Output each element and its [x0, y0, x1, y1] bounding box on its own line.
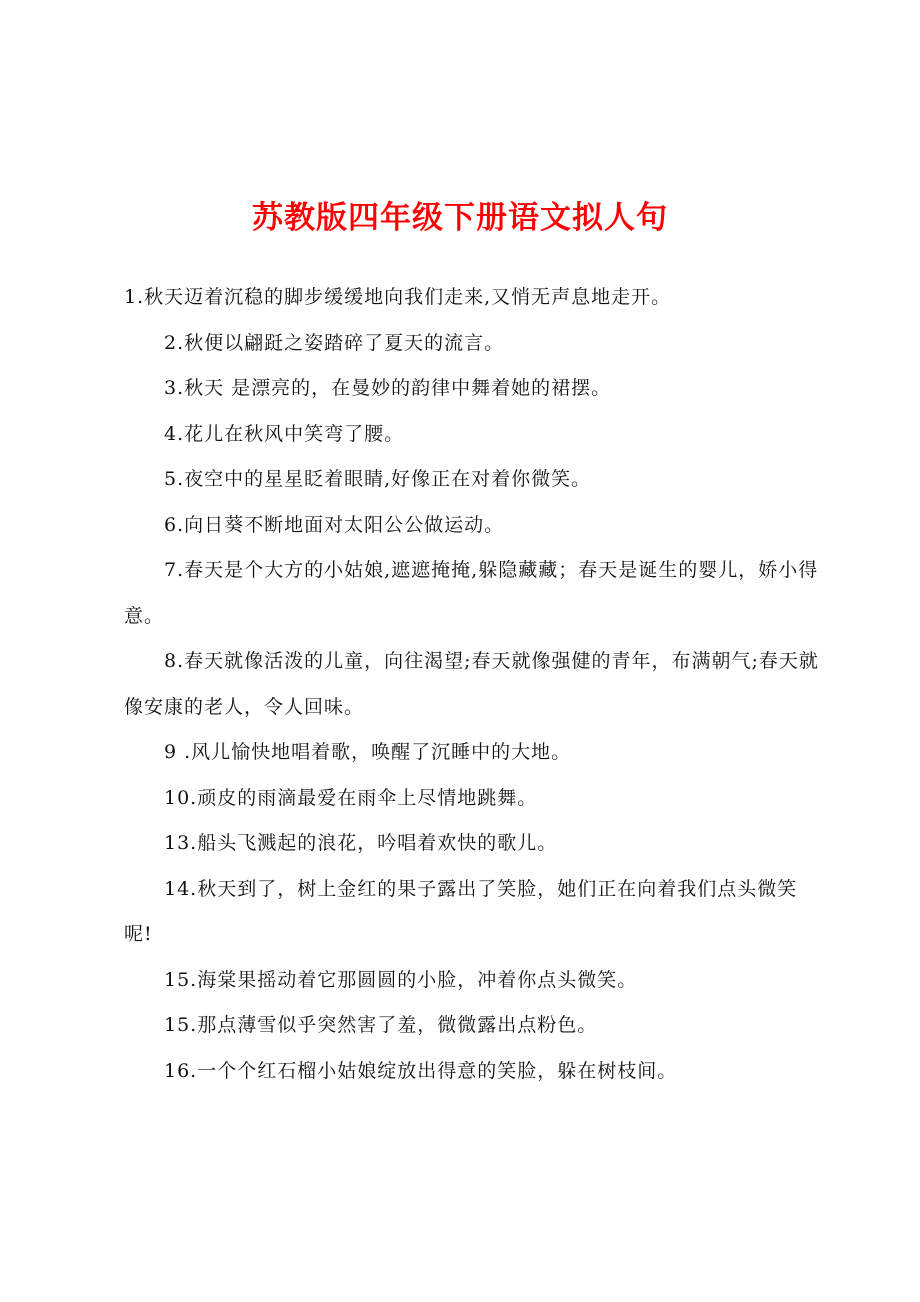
paragraph-8: 8.春天就像活泼的儿童，向往渴望;春天就像强健的青年，布满朝气;春天就像安康的老人，令人回味。: [124, 650, 819, 718]
document-title: 苏教版四年级下册语文拟人句: [252, 200, 668, 236]
paragraph-4: 4.花儿在秋风中笑弯了腰。: [164, 422, 405, 445]
paragraph-6: 6.向日葵不断地面对太阳公公做运动。: [164, 513, 505, 536]
paragraph-1: 1.秋天迈着沉稳的脚步缓缓地向我们走来,又悄无声息地走开。: [124, 286, 672, 308]
paragraph-9: 9 .风儿愉快地唱着歌，唤醒了沉睡中的大地。: [164, 741, 572, 763]
paragraph-15b: 15.那点薄雪似乎突然害了羞，微微露出点粉色。: [164, 1014, 598, 1036]
paragraph-5: 5.夜空中的星星眨着眼睛,好像正在对着你微笑。: [164, 468, 592, 490]
paragraph-2: 2.秋便以翩跹之姿踏碎了夏天的流言。: [164, 331, 505, 354]
paragraph-16: 16.一个个红石榴小姑娘绽放出得意的笑脸，躲在树枝间。: [164, 1059, 678, 1082]
paragraph-10: 10.顽皮的雨滴最爱在雨伞上尽情地跳舞。: [164, 786, 538, 809]
paragraph-13: 13.船头飞溅起的浪花，吟唱着欢快的歌儿。: [164, 832, 558, 854]
paragraph-14: 14.秋天到了，树上金红的果子露出了笑脸，她们正在向着我们点头微笑呢!: [124, 877, 798, 945]
paragraph-7: 7.春天是个大方的小姑娘,遮遮掩掩,躲隐藏藏；春天是诞生的婴儿，娇小得意。: [124, 559, 819, 627]
paragraph-15a: 15.海棠果摇动着它那圆圆的小脸，冲着你点头微笑。: [164, 968, 638, 991]
paragraph-3: 3.秋天 是漂亮的，在曼妙的韵律中舞着她的裙摆。: [164, 377, 612, 399]
document-body: [124, 275, 820, 1094]
